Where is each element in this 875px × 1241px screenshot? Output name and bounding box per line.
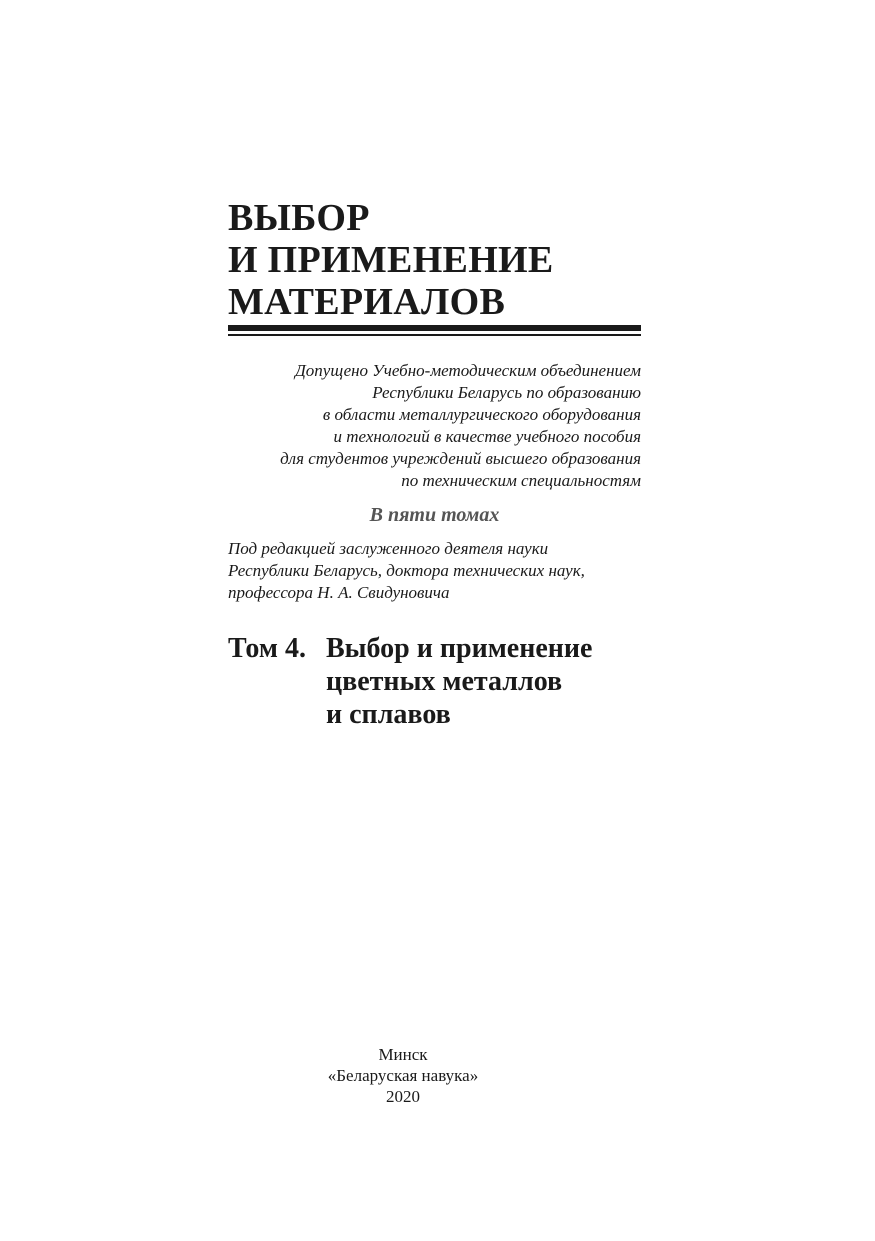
title-rule-thick bbox=[228, 325, 641, 331]
book-title-line: ВЫБОР bbox=[228, 197, 370, 239]
imprint-publisher: «Беларуская навука» bbox=[327, 1066, 479, 1085]
approval-statement bbox=[200, 360, 641, 492]
title-rule-thin bbox=[228, 334, 641, 336]
approval-line: Допущено Учебно-методическим объединением bbox=[294, 361, 641, 380]
editor-line: профессора Н. А. Свидуновича bbox=[228, 583, 450, 602]
imprint bbox=[253, 1044, 553, 1107]
volume-title-line: Выбор и применение bbox=[326, 633, 593, 664]
imprint-city: Минск bbox=[378, 1045, 428, 1064]
volume-title bbox=[228, 632, 648, 731]
editor-line: Республики Беларусь, доктора технических наук, bbox=[228, 561, 585, 580]
approval-line: Республики Беларусь по образованию bbox=[372, 383, 641, 402]
editor-line: Под редакцией заслуженного деятеля науки bbox=[228, 539, 549, 558]
book-title-line: И ПРИМЕНЕНИЕ bbox=[228, 239, 554, 281]
volume-number: Том 4. bbox=[228, 633, 306, 664]
volumes-note: В пяти томах bbox=[369, 504, 500, 526]
book-title bbox=[228, 197, 648, 323]
approval-line: для студентов учреждений высшего образования bbox=[280, 449, 641, 468]
book-title-line: МАТЕРИАЛОВ bbox=[228, 281, 506, 323]
imprint-year: 2020 bbox=[386, 1087, 420, 1106]
approval-line: по техническим специальностям bbox=[401, 471, 641, 490]
editor-statement bbox=[228, 538, 648, 604]
volume-title-line: цветных металлов bbox=[326, 666, 563, 697]
approval-line: в области металлургического оборудования bbox=[322, 405, 641, 424]
volume-title-line: и сплавов bbox=[326, 699, 451, 730]
approval-line: и технологий в качестве учебного пособия bbox=[333, 427, 641, 446]
